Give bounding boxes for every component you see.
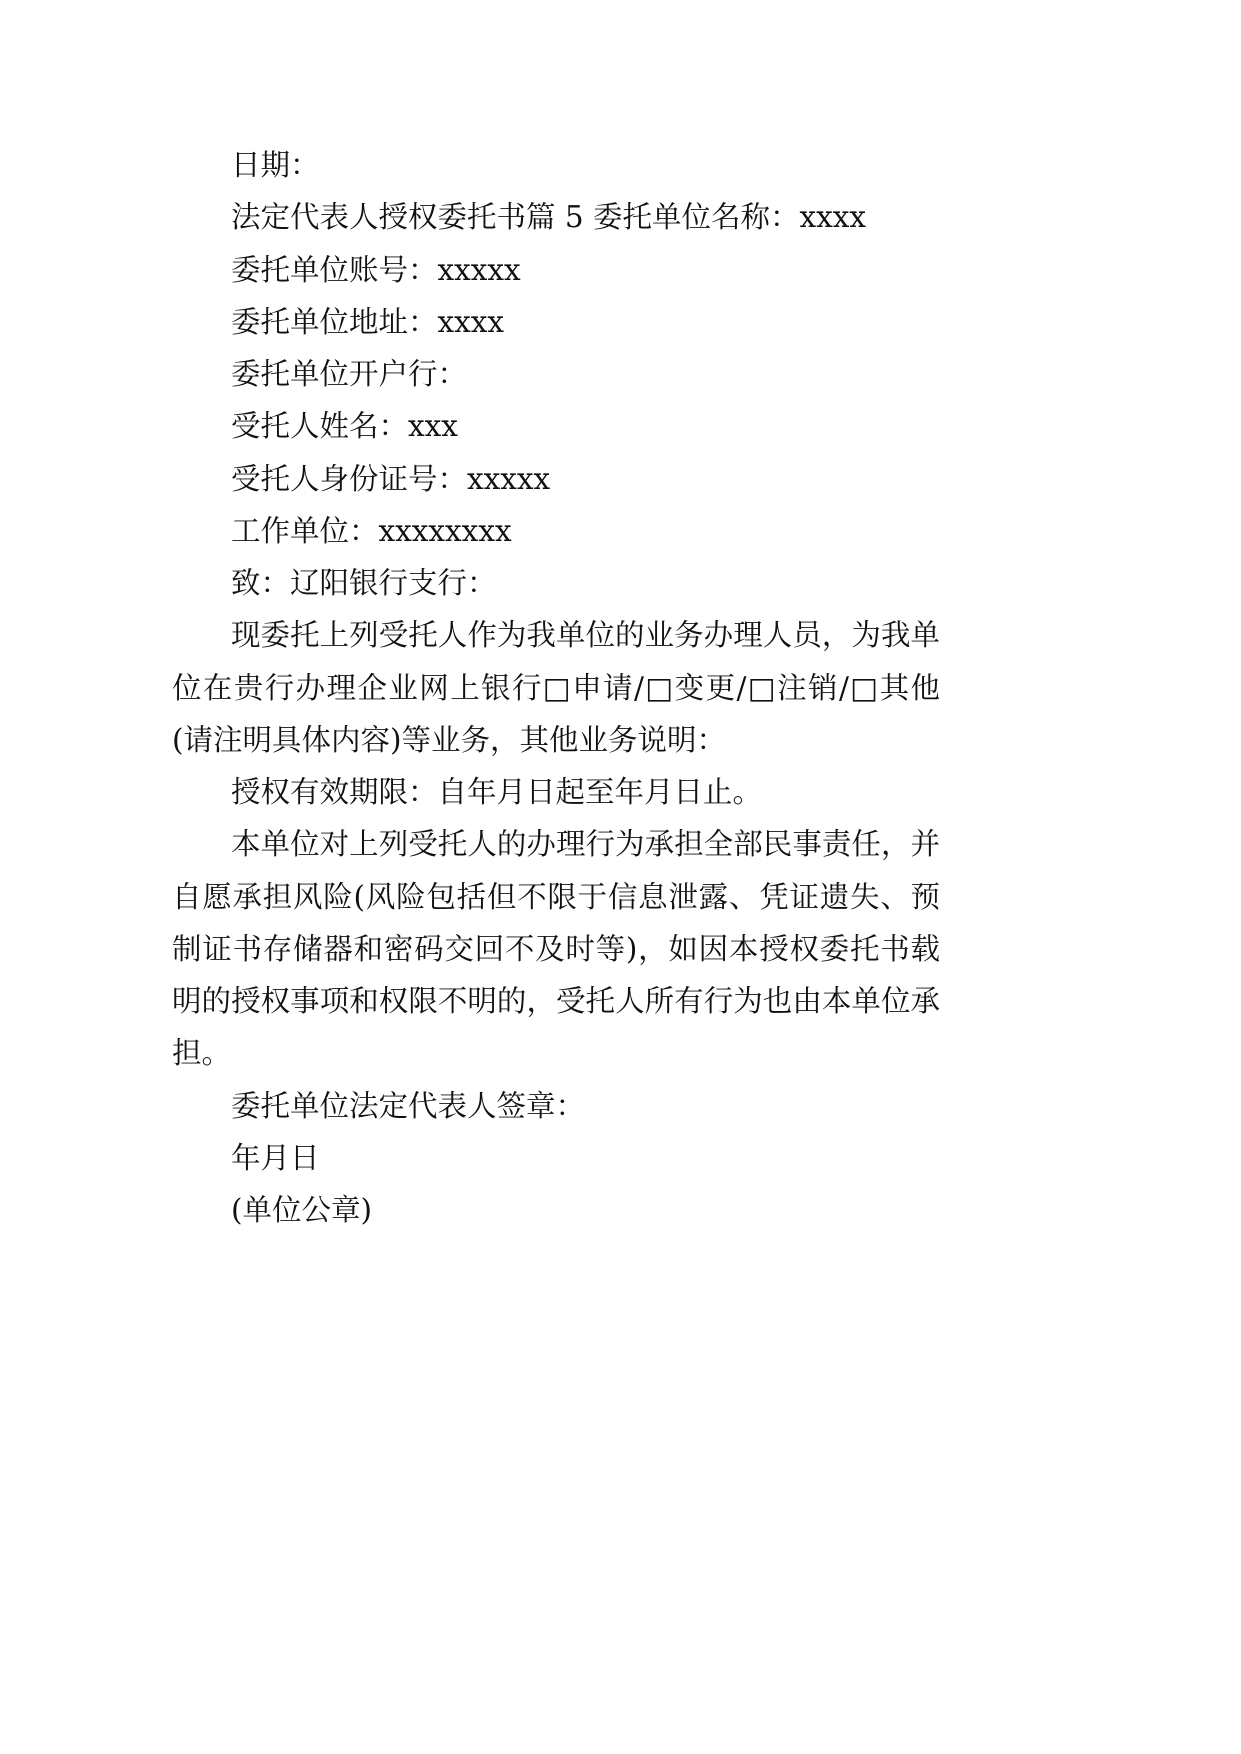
date-field: 日期： (231, 148, 320, 182)
signature-block (172, 1080, 940, 1237)
signature-line: 委托单位法定代表人签章： (231, 1088, 586, 1123)
paragraph-line: (请注明具体内容)等业务，其他业务说明： (172, 722, 727, 757)
principal-bank-field: 委托单位开户行： (231, 357, 468, 391)
paragraph-line: 担。 (172, 1036, 232, 1071)
agent-name-field: 受托人姓名：xxx (231, 409, 458, 444)
authorization-paragraph (172, 609, 940, 766)
paragraph-line: 授权有效期限：自年月日起至年月日止。 (231, 775, 763, 809)
workplace-field: 工作单位：xxxxxxxx (231, 513, 512, 548)
paragraph-line: 制证书存储器和密码交回不及时等)，如因本授权委托书载 (172, 931, 940, 966)
paragraph-line: 本单位对上列受托人的办理行为承担全部民事责任，并 (231, 827, 940, 862)
principal-address-field: 委托单位地址：xxxx (231, 304, 505, 339)
principal-name-field: 法定代表人授权委托书篇 5 委托单位名称：xxxx (231, 200, 867, 235)
paragraph-line: 位在贵行办理企业网上银行□申请/□变更/□注销/□其他 (172, 670, 940, 705)
validity-paragraph (172, 766, 940, 818)
agent-id-field: 受托人身份证号：xxxxx (231, 461, 551, 496)
principal-account-field: 委托单位账号：xxxxx (231, 252, 521, 287)
document-body (172, 139, 940, 1236)
company-seal-label: (单位公章) (231, 1193, 373, 1227)
paragraph-line: 现委托上列受托人作为我单位的业务办理人员，为我单 (231, 618, 940, 653)
paragraph-line: 自愿承担风险(风险包括但不限于信息泄露、凭证遗失、预 (172, 879, 940, 914)
liability-paragraph (172, 818, 940, 1079)
signature-date: 年月日 (231, 1140, 320, 1175)
paragraph-line: 明的授权事项和权限不明的，受托人所有行为也由本单位承 (172, 984, 940, 1018)
addressee-line: 致：辽阳银行支行： (231, 566, 497, 600)
field-list (172, 139, 940, 609)
